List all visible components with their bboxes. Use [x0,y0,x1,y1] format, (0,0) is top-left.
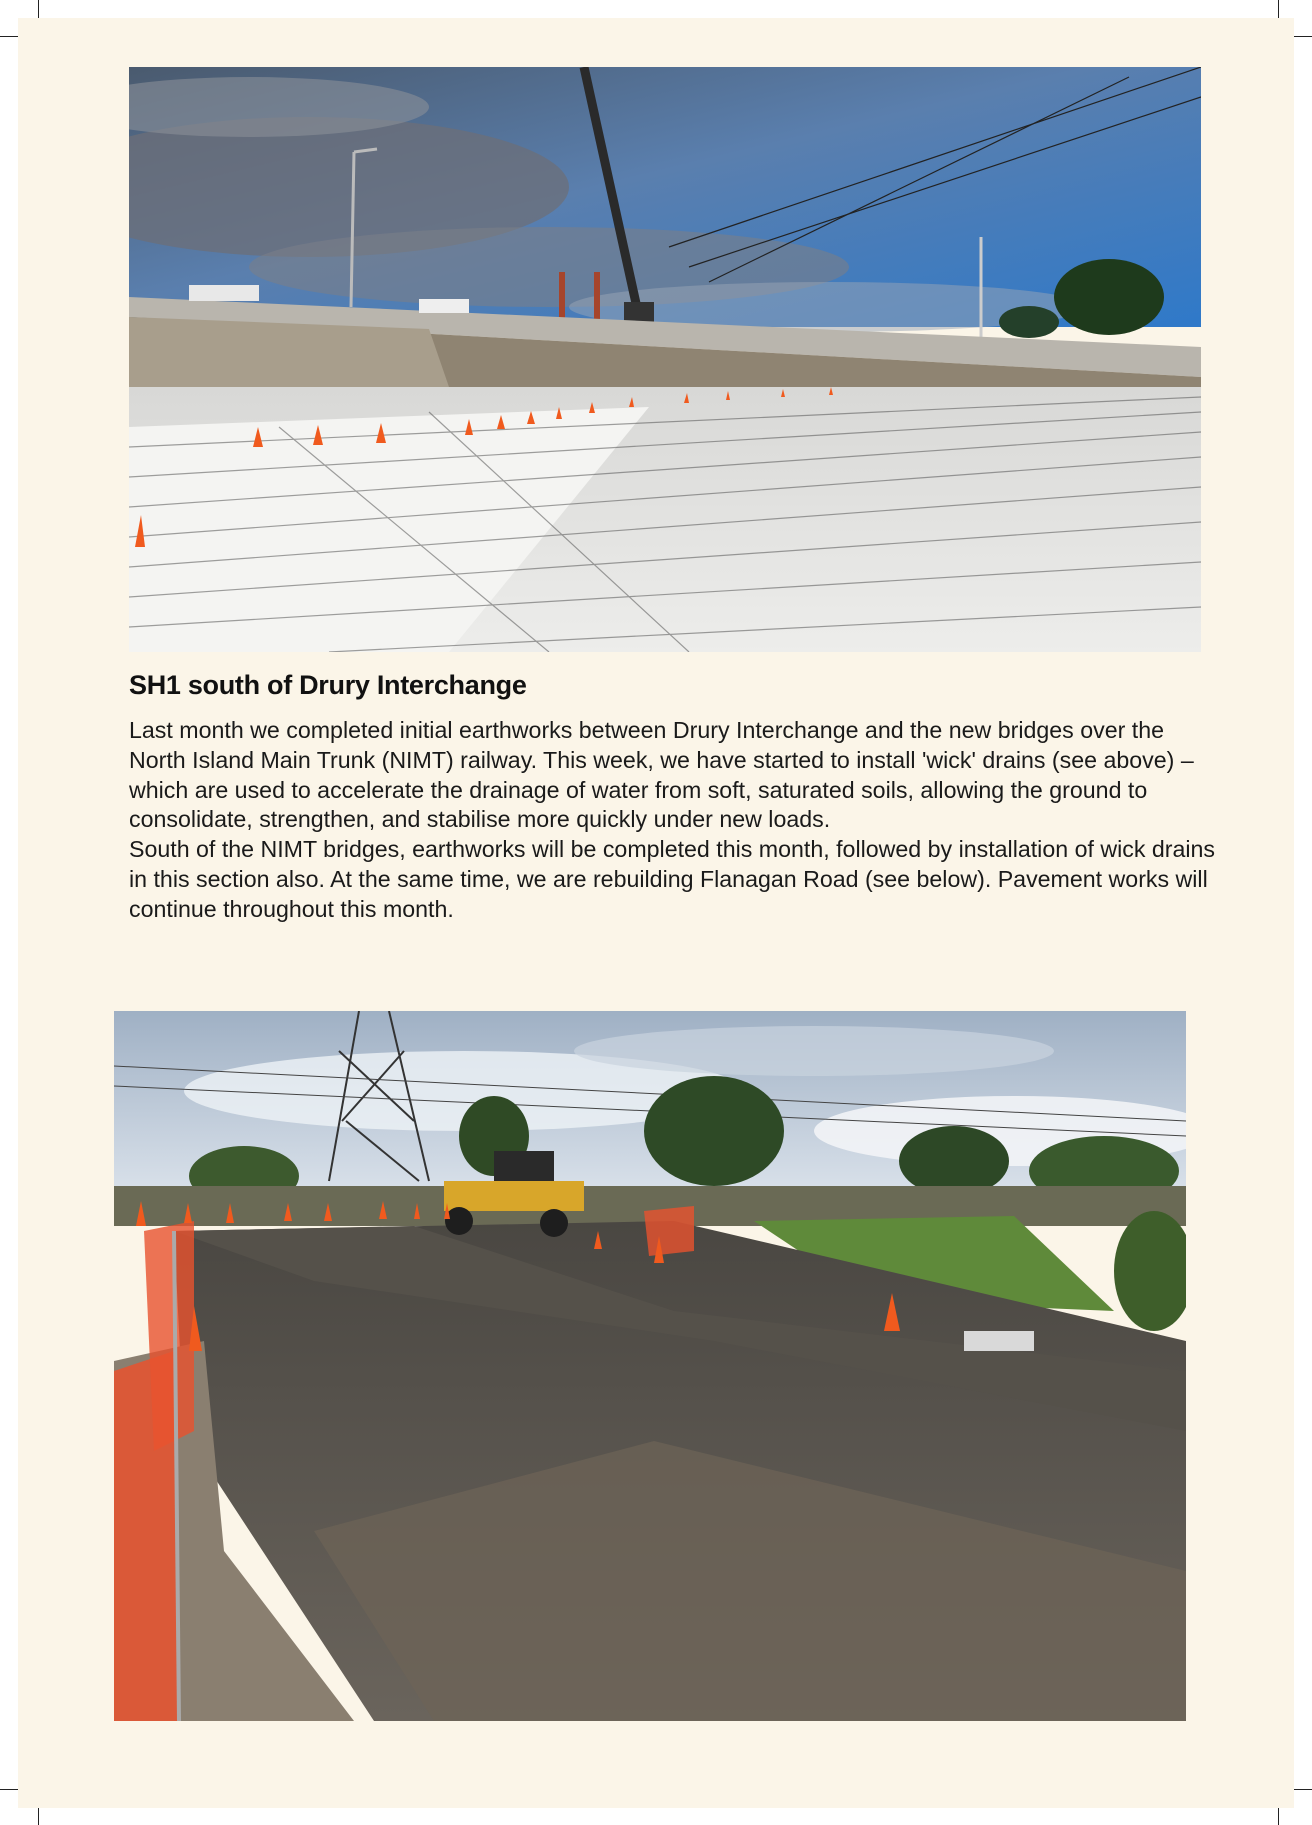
wick-drains-photo [129,67,1201,652]
article-body [129,716,1219,925]
crop-mark-top-left-h [0,36,18,37]
crop-mark-bottom-left-h [0,1789,18,1790]
crop-mark-top-right-v [1278,0,1279,18]
article-heading: SH1 south of Drury Interchange [129,670,527,700]
page [18,18,1294,1808]
crop-mark-bottom-left-v [38,1807,39,1825]
crop-mark-bottom-right-h [1294,1789,1312,1790]
crop-mark-top-left-v [38,0,39,18]
article-paragraph-2: South of the NIMT bridges, earthworks will be completed this month, followed by installation of wick drains in this section also. At the same time, we are rebuilding Flanagan Road (see below). Pavement works will continue throughout this month. [129,836,1216,922]
flanagan-road-photo [114,1011,1186,1721]
crop-mark-bottom-right-v [1278,1807,1279,1825]
article-paragraph-1: Last month we completed initial earthworks between Drury Interchange and the new bridges over the North Island Main Trunk (NIMT) railway. This week, we have started to install 'wick' drains (see above) – which are used to accelerate the drainage of water from soft, saturated soils, allowing the ground to consolidate, strengthen, and stabilise more quickly under new loads. [129,717,1194,833]
crop-mark-top-right-h [1294,36,1312,37]
